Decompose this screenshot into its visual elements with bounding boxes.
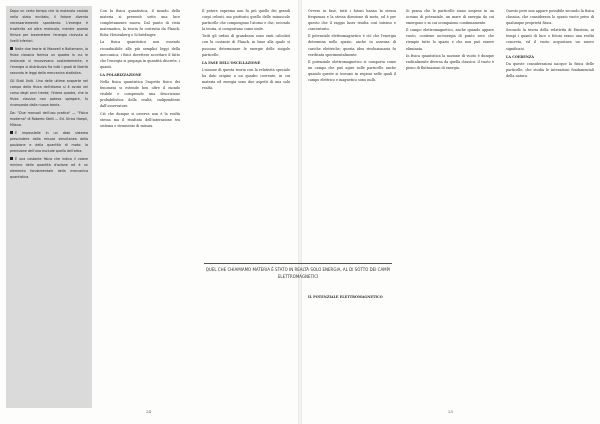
bullet-icon [10,131,13,134]
paragraph: Ciò che dunque si osserva non è la realtà stessa ma il risultato dell'interazione tra sistema e strumento di misura. [100,111,180,128]
sidebar-note: Nelle due teorie di Maxwell e Boltzmann, la fisica classica forniva un quadro in cui le molecole si muovevano costantemente, e l'energia si distribuiva fra tutti i gradi di libertà secondo le leggi della meccanica statistica. [10,47,88,75]
text-column-1 [308,8,396,258]
paragraph: Questo però non appare possibile secondo la fisica classica, che considerava lo spazio vuoto privo di qualunque proprietà fisica. [506,9,594,26]
paragraph: Da queste considerazioni nacque la fisica delle particelle, che studia le interazioni fondamentali della natura. [506,61,594,78]
bullet-icon [10,157,13,160]
section-heading: LA COERENZA [506,54,535,59]
bullet-icon [10,47,13,50]
paragraph: Si pensa che le particelle siano sospese in un oceano di potenziale, un mare di energia da cui emergono e in cui scompaiono continuamente. [406,9,494,26]
right-page [302,0,600,424]
paragraph: Il campo elettromagnetico, anche quando appare vuoto, contiene un'energia di punto zero che riempie tutto lo spazio e che non può essere eliminata. [406,28,494,51]
text-column-2 [406,8,494,258]
sidebar-note: Dopo un certo tempo che la molecola caduta nello stato eccitato, il fotone diventa necessariamente spontaneo. L'energia è trasferita ad altra molecola, mentre questa finisce per trasmettere l'energia ricevuta ai livelli inferiori. [10,9,88,43]
section-heading: IL POTENZIALE ELETTROMAGNETICO [308,295,383,299]
section-heading: LA FASE DELL'OSCILLAZIONE [202,60,261,65]
pull-quote [200,262,396,286]
paragraph: L'unione di questa teoria con la relatività speciale ha dato origine a un quadro coerente, in cui materia ed energia sono due aspetti di una sola realtà. [202,67,290,91]
left-page [0,0,298,424]
sidebar-note: Gli Stati Uniti. Una delle ultime scoperte nel campo della fisica dell'atomo si è avuta nel corso degli anni trenta; l'intero quadro, che la fisica classica non poteva spiegare, fu ricomposto dalla nuova teoria. [10,79,88,107]
page-number: 25 [448,409,454,414]
sidebar-notes [6,6,92,408]
sidebar-note: Da: "Due manuali dell'uso pratico" — "Fisica moderna" di Roberto Stelli — Ed. Ulrico Hoepli, Milano. [10,111,88,127]
paragraph: Il potenziale elettromagnetico si comporta come un campo che può agire sulle particelle anche quando queste si trovano in regioni nelle quali il campo elettrico e magnetico sono nulli. [308,59,396,83]
paragraph: Ovvero in fase, tutti i fotoni hanno la stessa frequenza e la stessa direzione di moto, ed è per questo che il raggio laser risulta così intenso e concentrato. [308,9,396,32]
paragraph: La fisica quantistica non essendo riconducibile alle più semplici leggi della meccanica, i fisici dovettero accettare il fatto che l'energia si propaga in quantità discrete, i quanti. [100,40,180,69]
text-column-2 [100,8,180,258]
section-heading: LA POLARIZZAZIONE [100,72,142,77]
paragraph: Tutti gli ordini di grandezza sono stati calcolati con la costante di Planck, in base alla quale si possono determinare le energie delle singole particelle. [202,34,290,57]
paragraph: Il potenziale elettromagnetico è ciò che l'energia determina nello spazio, anche in assenza di cariche elettriche; questa idea rivoluzionaria fu verificata sperimentalmente. [308,34,396,57]
sidebar-note: È impossibile in un dato sistema prescindere dalla misura simultanea della posizione e della quantità di moto: la precisione dell'una esclude quella dell'altra. [10,131,88,153]
quote-divider [204,263,392,264]
page-number: 24 [146,409,152,414]
paragraph: Il potere suprema non fu più quello dei grandi corpi celesti, ma piuttosto quello delle minuscole particelle che compongono l'atomo e che, secondo la teoria, si comportano come onde. [202,9,290,32]
paragraph: In fisica quantistica la nozione di vuoto è dunque radicalmente diversa da quella classica: il vuoto è pieno di fluttuazioni di energia. [406,53,494,70]
text-column-3 [202,8,290,258]
paragraph: Secondo la teoria della relatività di Einstein, ai tempi i quanti di luce o fotoni erano una realtà concreta, ed il vuoto acquistava un nuovo significato. [506,28,594,51]
quote-text: QUEL CHE CHIAMIAMO MATERIA È STATO IN REALTÀ SOLO ENERGIA, AL DI SOTTO DEI CAMPI ELETTROMAGNETICI [205,267,391,279]
paragraph: Con la fisica quantistica, il mondo della materia si presentò sotto una luce completamente nuova. Dal punto di vista matematico, la teoria fu costruita da Planck, Bohr, Heisenberg e Schrödinger. [100,9,180,38]
paragraph: Nella fisica quantistica l'aspetto fisico dei fenomeni si estende ben oltre il mondo visibile e comprende una descrizione probabilistica della realtà, indipendente dall'osservatore. [100,80,180,109]
sidebar-note: È una costante fisica che indica il valore minimo della quantità d'azione ed è un elemento fondamentale della meccanica quantistica. [10,157,88,179]
text-column-1-lower [308,292,396,412]
text-column-3 [506,8,594,408]
